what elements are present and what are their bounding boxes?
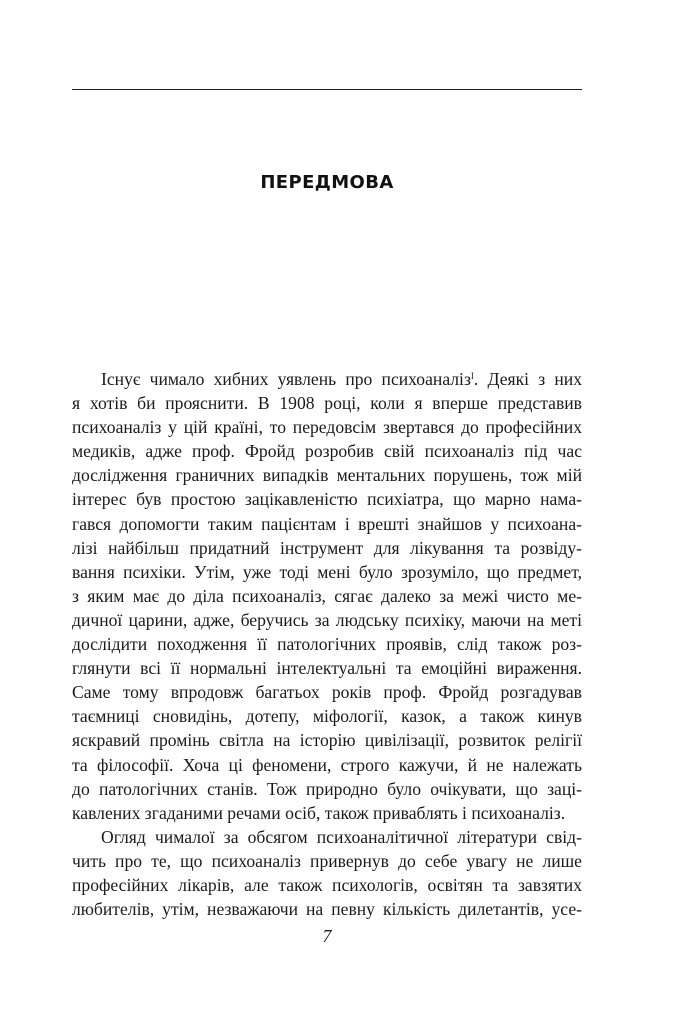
text-line: дослідити походження її патологічних проявів, слід також роз- <box>72 634 582 655</box>
footnote-marker: I <box>470 371 474 381</box>
text-line: я хотів би прояснити. В 1908 році, коли я вперше представив <box>72 393 582 414</box>
text-line: професійних лікарів, але також психологів, освітян та завзятих <box>72 874 582 895</box>
page-number: 7 <box>322 926 332 946</box>
text-line: психоаналіз у цій країні, то передовсім звертався до професійних <box>72 417 582 438</box>
text-line: гався допомогти таким пацієнтам і врешті знайшов у психоана- <box>72 513 582 534</box>
text-line: дослідження граничних випадків ментальних порушень, тож мій <box>72 465 582 486</box>
text-line: кавлених згаданими речами осіб, також приваблять і психоаналіз. <box>72 802 566 823</box>
text-line: вання психіки. Утім, уже тоді мені було зрозуміло, що предмет, <box>72 561 582 582</box>
text-line: медиків, адже проф. Фройд розробив свій психоаналіз під час <box>72 441 582 462</box>
text-line: Існує чималo хибних уявлень про психоаналіз$^I$. Деякі з них <box>101 369 582 389</box>
text-line: до патологічних станів. Тож природно було очікувати, що заці- <box>72 778 582 799</box>
header-rule <box>72 89 582 90</box>
text-line: таємниці сновидінь, дотепу, міфології, казок, а також кинув <box>72 706 582 727</box>
text-line: інтерес був простою зацікавленістю психіатра, що марно нама- <box>72 489 582 510</box>
text-line: лізі найбільш придатний інструмент для лікування та розвіду- <box>72 537 582 558</box>
text-line: та філософії. Хоча ці феномени, строго кажучи, й не належать <box>72 754 582 775</box>
text-line: яскравий промінь світла на історію цивілізації, розвиток релігії <box>72 730 582 751</box>
text-line: з яким має до діла психоаналіз, сягає далеко за межі чисто ме- <box>72 585 582 606</box>
text-line: дичної царини, адже, беручись за людську психіку, маючи на меті <box>72 609 582 630</box>
paragraph-2 <box>72 825 582 921</box>
paragraph-1 <box>72 367 582 825</box>
text-line: любителів, утім, незважаючи на певну кількість дилетантів, усе- <box>72 899 582 920</box>
body-text <box>72 367 582 921</box>
chapter-title: ПЕРЕДМОВА <box>260 172 394 193</box>
text-line: чить про те, що психоаналіз привернув до себе увагу не лише <box>72 850 582 871</box>
text-line: Саме тому впродовж багатьох років проф. Фройд розгадував <box>72 682 582 703</box>
text-line: Огляд чималої за обсягом психоаналітичної літератури свід- <box>101 826 582 847</box>
text-line: глянути всі її нормальні інтелектуальні та емоційні вираження. <box>72 658 582 679</box>
